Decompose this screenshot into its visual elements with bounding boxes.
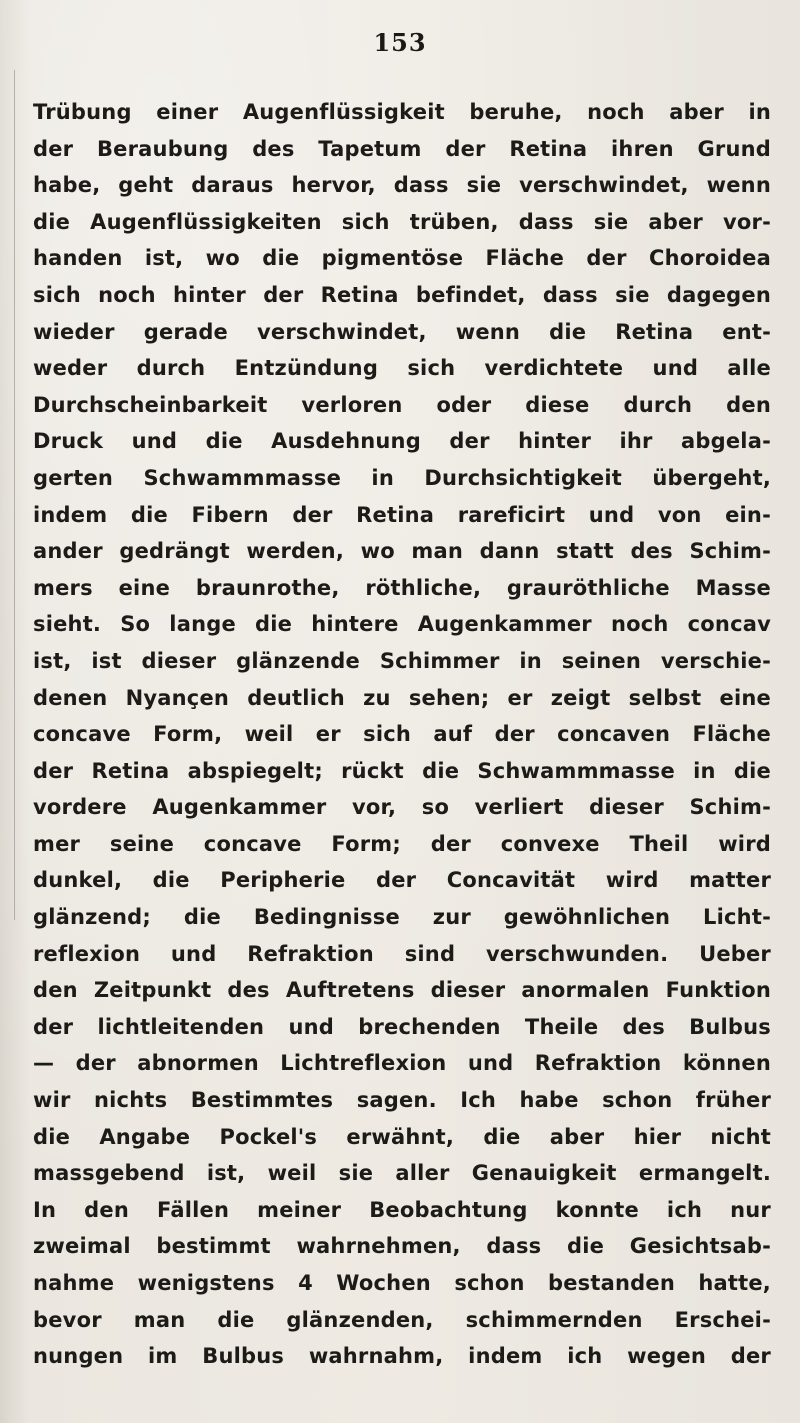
text-line: — der abnormen Lichtreflexion und Refraktion können <box>33 1051 771 1076</box>
text-line: In den Fällen meiner Beobachtung konnte ich nur <box>33 1197 771 1222</box>
text-line: ist, ist dieser glänzende Schimmer in seinen verschie- <box>33 648 771 673</box>
text-line: Durchscheinbarkeit verloren oder diese durch den <box>33 392 771 417</box>
text-line: nungen im Bulbus wahrnahm, indem ich wegen der <box>33 1344 771 1369</box>
text-line: dunkel, die Peripherie der Concavität wird matter <box>33 868 771 893</box>
body-text <box>33 94 771 1375</box>
text-line: wir nichts Bestimmtes sagen. Ich habe schon früher <box>33 1088 771 1113</box>
text-line: indem die Fibern der Retina rareficirt und von ein- <box>33 502 771 527</box>
text-line: der Retina abspiegelt; rückt die Schwammmasse in die <box>33 758 771 783</box>
text-line: handen ist, wo die pigmentöse Fläche der Choroidea <box>33 246 771 271</box>
text-line: denen Nyançen deutlich zu sehen; er zeigt selbst eine <box>33 685 771 710</box>
text-line: wieder gerade verschwindet, wenn die Retina ent- <box>33 319 771 344</box>
text-line: zweimal bestimmt wahrnehmen, dass die Gesichtsab- <box>33 1234 771 1259</box>
text-line: mers eine braunrothe, röthliche, grauröthliche Masse <box>33 575 771 600</box>
text-line: weder durch Entzündung sich verdichtete und alle <box>33 356 771 381</box>
text-line: gerten Schwammmasse in Durchsichtigkeit übergeht, <box>33 465 771 490</box>
text-line: die Angabe Pockel's erwähnt, die aber hier nicht <box>33 1124 771 1149</box>
text-line: ander gedrängt werden, wo man dann statt des Schim- <box>33 539 771 564</box>
text-line: bevor man die glänzenden, schimmernden Erschei- <box>33 1307 771 1332</box>
page-number: 153 <box>373 28 427 57</box>
text-line: reflexion und Refraktion sind verschwunden. Ueber <box>33 941 771 966</box>
text-line: sieht. So lange die hintere Augenkammer noch concav <box>33 612 771 637</box>
text-line: vordere Augenkammer vor, so verliert dieser Schim- <box>33 795 771 820</box>
text-line: die Augenflüssigkeiten sich trüben, dass sie aber vor- <box>33 209 771 234</box>
text-line: der lichtleitenden und brechenden Theile des Bulbus <box>33 1014 771 1039</box>
page-margin-shadow <box>14 70 15 920</box>
text-line: glänzend; die Bedingnisse zur gewöhnlichen Licht- <box>33 905 771 930</box>
text-line: Druck und die Ausdehnung der hinter ihr abgela- <box>33 429 771 454</box>
text-line: sich noch hinter der Retina befindet, dass sie dagegen <box>33 282 771 307</box>
text-line: concave Form, weil er sich auf der concaven Fläche <box>33 722 771 747</box>
text-line: mer seine concave Form; der convexe Theil wird <box>33 831 771 856</box>
text-line: habe, geht daraus hervor, dass sie verschwindet, wenn <box>33 173 771 198</box>
text-line: der Beraubung des Tapetum der Retina ihren Grund <box>33 136 771 161</box>
text-line: den Zeitpunkt des Auftretens dieser anormalen Funktion <box>33 978 771 1003</box>
text-line: nahme wenigstens 4 Wochen schon bestanden hatte, <box>33 1271 771 1295</box>
text-line: Trübung einer Augenflüssigkeit beruhe, noch aber in <box>33 100 771 124</box>
text-line: massgebend ist, weil sie aller Genauigkeit ermangelt. <box>33 1161 771 1186</box>
